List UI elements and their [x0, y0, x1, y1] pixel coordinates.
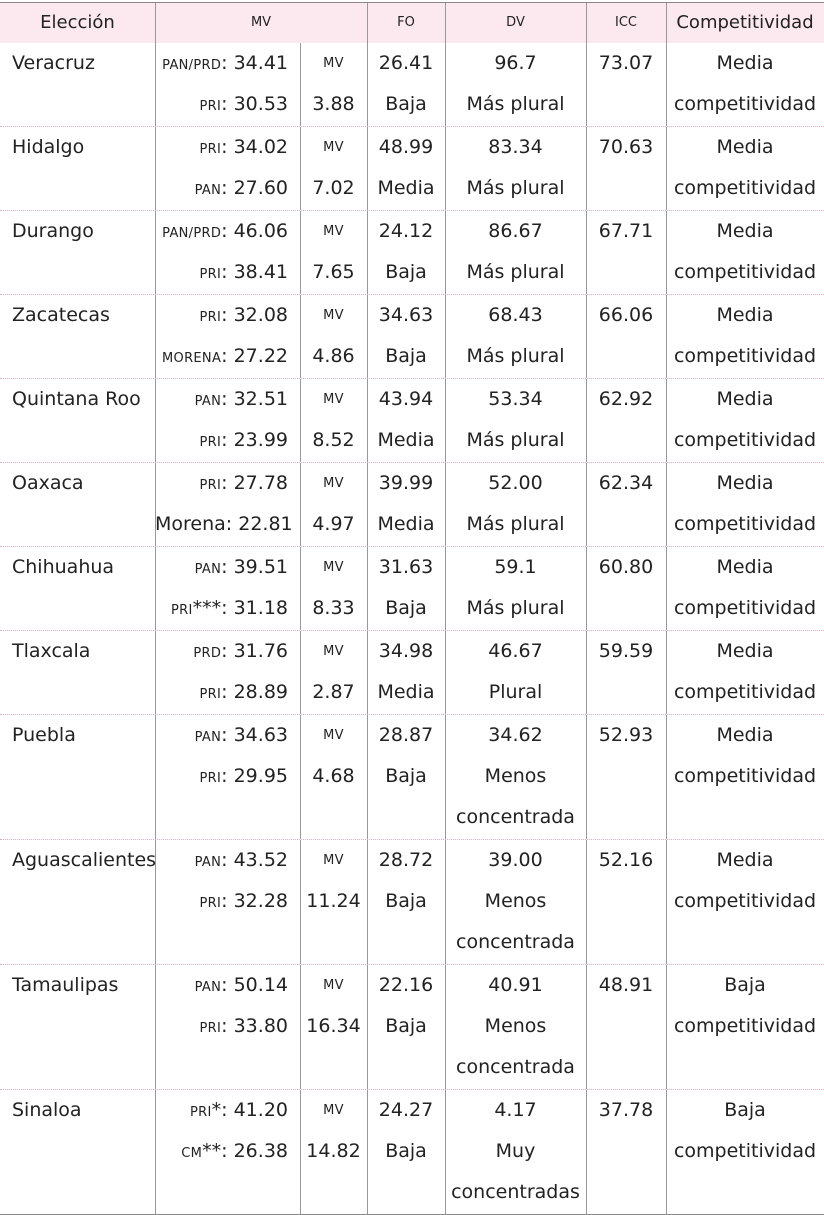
margin-cell [300, 840, 367, 964]
fo-label: Baja [385, 890, 427, 912]
competitividad-level: Media [716, 849, 774, 871]
fo-value: 24.12 [378, 220, 434, 242]
party-name: PRI [199, 1021, 222, 1036]
competitividad-label: competitividad [673, 765, 817, 787]
fo-label: Media [377, 681, 435, 703]
margin-cell [300, 631, 367, 714]
state-cell [0, 295, 155, 378]
vote-share: : 32.28 [221, 890, 288, 912]
party-name: PAN [194, 562, 222, 577]
margin-value: 8.52 [312, 429, 355, 451]
vote-share: **: 26.38 [202, 1140, 288, 1162]
dv-value: 96.7 [494, 52, 537, 74]
vote-cell [155, 1090, 300, 1214]
mv-label: MV [323, 476, 344, 491]
state-name: Chihuahua [12, 556, 115, 578]
fo-value: 28.72 [378, 849, 434, 871]
first-party-vote [155, 965, 300, 1006]
dv-cell [445, 211, 586, 294]
competitividad-cell [666, 631, 824, 714]
margin-cell [300, 295, 367, 378]
dv-value: 40.91 [488, 974, 543, 996]
party-name: PAN [194, 394, 222, 409]
competitividad-label: competitividad [673, 177, 817, 199]
dv-label: Menos [484, 765, 547, 787]
margin-value: 11.24 [306, 890, 361, 912]
vote-cell [155, 715, 300, 839]
vote-cell [155, 965, 300, 1089]
first-party-vote [155, 43, 300, 84]
party-name: PRI [199, 687, 222, 702]
fo-cell [367, 379, 445, 462]
dv-value: 53.34 [488, 388, 543, 410]
first-party-vote [155, 1090, 300, 1131]
competitividad-cell [666, 463, 824, 546]
dv-label: Más plural [466, 345, 565, 367]
table-row [0, 965, 824, 1090]
icc-value: 59.59 [598, 640, 654, 662]
margin-cell [300, 211, 367, 294]
dv-value: 34.62 [488, 724, 543, 746]
fo-label: Baja [385, 1015, 427, 1037]
table-header [0, 2, 824, 43]
fo-cell [367, 127, 445, 210]
table-row [0, 715, 824, 840]
vote-share: : 34.63 [221, 724, 288, 746]
state-cell [0, 43, 155, 126]
header-eleccion: Elección [40, 12, 115, 33]
state-name: Hidalgo [12, 136, 85, 158]
competitividad-cell [666, 715, 824, 839]
vote-share: : 27.22 [221, 345, 288, 367]
dv-cell [445, 295, 586, 378]
first-party-vote [155, 547, 300, 588]
competitividad-cell [666, 840, 824, 964]
competitividad-level: Baja [724, 1099, 766, 1121]
results-table [0, 2, 824, 1215]
vote-share: : 28.89 [221, 681, 288, 703]
mv-label: MV [323, 560, 344, 575]
vote-cell [155, 43, 300, 126]
state-cell [0, 547, 155, 630]
dv-label: Más plural [466, 429, 565, 451]
table-row [0, 211, 824, 295]
party-name: PRI [199, 142, 222, 157]
vote-cell [155, 840, 300, 964]
icc-cell [586, 547, 666, 630]
competitividad-cell [666, 1090, 824, 1214]
competitividad-cell [666, 43, 824, 126]
competitividad-cell [666, 965, 824, 1089]
second-party-vote [155, 588, 300, 629]
header-mv: MV [250, 15, 272, 30]
fo-label: Media [377, 429, 435, 451]
competitividad-label: competitividad [673, 890, 817, 912]
icc-value: 52.93 [598, 724, 654, 746]
vote-share: : 50.14 [221, 974, 288, 996]
table-row [0, 1090, 824, 1215]
first-party-vote [155, 840, 300, 881]
dv-cell [445, 965, 586, 1089]
competitividad-label: competitividad [673, 345, 817, 367]
state-cell [0, 631, 155, 714]
party-name: PRI [199, 99, 222, 114]
state-cell [0, 211, 155, 294]
vote-cell [155, 631, 300, 714]
competitividad-level: Baja [724, 974, 766, 996]
fo-label: Baja [385, 345, 427, 367]
table-row [0, 127, 824, 211]
mv-label: MV [323, 644, 344, 659]
party-name: MORENA [162, 351, 222, 366]
header-competitividad: Competitividad [676, 12, 814, 33]
state-name: Durango [12, 220, 94, 242]
party-name: PAN/PRD [162, 58, 222, 73]
dv-value: 83.34 [488, 136, 543, 158]
table-row [0, 295, 824, 379]
second-party-vote [155, 168, 300, 209]
dv-cell [445, 379, 586, 462]
competitividad-label: competitividad [673, 429, 817, 451]
vote-share: Morena: 22.81 [155, 513, 293, 535]
fo-cell [367, 1090, 445, 1214]
dv-value: 86.67 [488, 220, 543, 242]
state-name: Aguascalientes [12, 849, 157, 871]
header-icc: ICC [615, 15, 637, 30]
icc-value: 60.80 [598, 556, 654, 578]
vote-share: *: 41.20 [211, 1099, 288, 1121]
first-party-vote [155, 463, 300, 504]
state-name: Quintana Roo [12, 388, 141, 410]
icc-value: 62.92 [598, 388, 654, 410]
fo-cell [367, 43, 445, 126]
margin-value: 2.87 [312, 681, 355, 703]
fo-value: 26.41 [378, 52, 434, 74]
table-row [0, 43, 824, 127]
margin-value: 4.68 [312, 765, 355, 787]
vote-share: : 34.02 [221, 136, 288, 158]
dv-label: concentrada [456, 1056, 575, 1078]
vote-share: : 32.08 [221, 304, 288, 326]
second-party-vote [155, 672, 300, 713]
icc-value: 37.78 [598, 1099, 654, 1121]
vote-cell [155, 547, 300, 630]
icc-cell [586, 965, 666, 1089]
vote-share: : 32.51 [221, 388, 288, 410]
competitividad-level: Media [716, 388, 774, 410]
fo-value: 34.63 [378, 304, 434, 326]
icc-value: 52.16 [598, 849, 654, 871]
fo-label: Baja [385, 597, 427, 619]
table-row [0, 547, 824, 631]
state-cell [0, 965, 155, 1089]
vote-share: : 27.78 [221, 472, 288, 494]
header-fo: FO [397, 15, 415, 30]
competitividad-label: competitividad [673, 1015, 817, 1037]
competitividad-label: competitividad [673, 513, 817, 535]
margin-cell [300, 715, 367, 839]
competitividad-label: competitividad [673, 93, 817, 115]
dv-label: Menos [484, 1015, 547, 1037]
fo-cell [367, 211, 445, 294]
first-party-vote [155, 715, 300, 756]
state-name: Oaxaca [12, 472, 84, 494]
fo-label: Baja [385, 261, 427, 283]
dv-cell [445, 840, 586, 964]
icc-value: 67.71 [598, 220, 654, 242]
fo-label: Baja [385, 1140, 427, 1162]
first-party-vote [155, 127, 300, 168]
vote-share: : 29.95 [221, 765, 288, 787]
margin-value: 3.88 [312, 93, 355, 115]
competitividad-level: Media [716, 472, 774, 494]
icc-value: 73.07 [598, 52, 654, 74]
vote-cell [155, 379, 300, 462]
fo-value: 39.99 [378, 472, 434, 494]
fo-cell [367, 965, 445, 1089]
vote-share: : 30.53 [221, 93, 288, 115]
margin-value: 4.97 [312, 513, 355, 535]
mv-label: MV [323, 224, 344, 239]
mv-label: MV [323, 392, 344, 407]
vote-share: : 39.51 [221, 556, 288, 578]
dv-cell [445, 631, 586, 714]
margin-value: 16.34 [306, 1015, 361, 1037]
party-name: PRI [171, 603, 193, 618]
fo-label: Baja [385, 765, 427, 787]
fo-value: 48.99 [378, 136, 434, 158]
icc-value: 66.06 [598, 304, 654, 326]
margin-value: 7.02 [312, 177, 355, 199]
vote-cell [155, 211, 300, 294]
vote-share: : 23.99 [221, 429, 288, 451]
dv-label: Menos [484, 890, 547, 912]
mv-label: MV [323, 308, 344, 323]
margin-cell [300, 379, 367, 462]
second-party-vote [155, 1006, 300, 1047]
mv-label: MV [323, 56, 344, 71]
competitividad-cell [666, 379, 824, 462]
party-name: PRI [199, 478, 222, 493]
first-party-vote [155, 211, 300, 252]
party-name: PRI [190, 1105, 212, 1120]
fo-cell [367, 631, 445, 714]
dv-value: 59.1 [494, 556, 537, 578]
competitividad-cell [666, 211, 824, 294]
vote-share: ***: 31.18 [192, 597, 288, 619]
dv-label: Más plural [466, 93, 565, 115]
party-name: PRI [199, 771, 222, 786]
second-party-vote [155, 84, 300, 125]
mv-label: MV [323, 140, 344, 155]
dv-cell [445, 715, 586, 839]
competitividad-label: competitividad [673, 681, 817, 703]
vote-share: : 38.41 [221, 261, 288, 283]
state-name: Sinaloa [12, 1099, 82, 1121]
dv-label: Plural [488, 681, 543, 703]
competitividad-level: Media [716, 724, 774, 746]
competitividad-label: competitividad [673, 261, 817, 283]
second-party-vote [155, 504, 300, 545]
margin-cell [300, 43, 367, 126]
state-cell [0, 463, 155, 546]
state-name: Tamaulipas [12, 974, 119, 996]
fo-label: Media [377, 177, 435, 199]
party-name: PAN [194, 980, 222, 995]
state-name: Veracruz [12, 52, 95, 74]
fo-value: 28.87 [378, 724, 434, 746]
competitividad-label: competitividad [673, 1140, 817, 1162]
dv-value: 68.43 [488, 304, 543, 326]
state-cell [0, 127, 155, 210]
second-party-vote [155, 756, 300, 797]
mv-label: MV [323, 1103, 344, 1118]
icc-cell [586, 295, 666, 378]
vote-share: : 31.76 [221, 640, 288, 662]
margin-value: 4.86 [312, 345, 355, 367]
vote-cell [155, 127, 300, 210]
margin-cell [300, 127, 367, 210]
party-name: PAN [194, 855, 222, 870]
vote-cell [155, 295, 300, 378]
fo-cell [367, 715, 445, 839]
first-party-vote [155, 631, 300, 672]
vote-share: : 33.80 [221, 1015, 288, 1037]
icc-cell [586, 127, 666, 210]
competitividad-cell [666, 295, 824, 378]
first-party-vote [155, 379, 300, 420]
fo-cell [367, 295, 445, 378]
party-name: PAN [194, 730, 222, 745]
margin-value: 7.65 [312, 261, 355, 283]
dv-value: 46.67 [488, 640, 543, 662]
second-party-vote [155, 1131, 300, 1172]
mv-label: MV [323, 728, 344, 743]
dv-label: Muy [495, 1140, 536, 1162]
fo-cell [367, 840, 445, 964]
party-name: PAN/PRD [162, 226, 222, 241]
fo-value: 22.16 [378, 974, 434, 996]
dv-label: concentradas [451, 1181, 580, 1203]
vote-cell [155, 463, 300, 546]
state-name: Puebla [12, 724, 76, 746]
vote-share: : 46.06 [221, 220, 288, 242]
state-cell [0, 715, 155, 839]
competitividad-level: Media [716, 52, 774, 74]
icc-value: 48.91 [598, 974, 654, 996]
second-party-vote [155, 336, 300, 377]
dv-label: Más plural [466, 513, 565, 535]
icc-cell [586, 715, 666, 839]
second-party-vote [155, 881, 300, 922]
dv-cell [445, 547, 586, 630]
header-dv: DV [506, 15, 525, 30]
state-cell [0, 840, 155, 964]
state-name: Zacatecas [12, 304, 110, 326]
margin-cell [300, 1090, 367, 1214]
margin-value: 14.82 [306, 1140, 361, 1162]
party-name: PRI [199, 310, 222, 325]
party-name: PRD [193, 646, 222, 661]
party-name: CM [181, 1146, 203, 1161]
second-party-vote [155, 420, 300, 461]
competitividad-level: Media [716, 220, 774, 242]
competitividad-cell [666, 547, 824, 630]
party-name: PRI [199, 896, 222, 911]
dv-cell [445, 463, 586, 546]
margin-value: 8.33 [312, 597, 355, 619]
margin-cell [300, 547, 367, 630]
dv-label: Más plural [466, 261, 565, 283]
icc-cell [586, 631, 666, 714]
fo-label: Baja [385, 93, 427, 115]
table-row [0, 463, 824, 547]
dv-cell [445, 1090, 586, 1214]
icc-value: 62.34 [598, 472, 654, 494]
party-name: PRI [199, 267, 222, 282]
dv-label: Más plural [466, 177, 565, 199]
icc-cell [586, 1090, 666, 1214]
icc-value: 70.63 [598, 136, 654, 158]
vote-share: : 27.60 [221, 177, 288, 199]
margin-cell [300, 463, 367, 546]
icc-cell [586, 211, 666, 294]
party-name: PRI [199, 435, 222, 450]
fo-cell [367, 547, 445, 630]
dv-label: concentrada [456, 931, 575, 953]
vote-share: : 34.41 [221, 52, 288, 74]
first-party-vote [155, 295, 300, 336]
table-row [0, 840, 824, 965]
party-name: PAN [194, 183, 222, 198]
state-name: Tlaxcala [12, 640, 91, 662]
dv-value: 4.17 [494, 1099, 537, 1121]
fo-value: 31.63 [378, 556, 434, 578]
dv-label: Más plural [466, 597, 565, 619]
fo-value: 24.27 [378, 1099, 434, 1121]
second-party-vote [155, 252, 300, 293]
competitividad-level: Media [716, 640, 774, 662]
mv-label: MV [323, 978, 344, 993]
icc-cell [586, 463, 666, 546]
competitividad-label: competitividad [673, 597, 817, 619]
competitividad-cell [666, 127, 824, 210]
icc-cell [586, 379, 666, 462]
dv-cell [445, 127, 586, 210]
dv-cell [445, 43, 586, 126]
table-row [0, 379, 824, 463]
fo-value: 34.98 [378, 640, 434, 662]
fo-label: Media [377, 513, 435, 535]
margin-cell [300, 965, 367, 1089]
fo-value: 43.94 [378, 388, 434, 410]
competitividad-level: Media [716, 304, 774, 326]
vote-share: : 43.52 [221, 849, 288, 871]
table-row [0, 631, 824, 715]
competitividad-level: Media [716, 136, 774, 158]
mv-label: MV [323, 853, 344, 868]
fo-cell [367, 463, 445, 546]
dv-value: 39.00 [488, 849, 543, 871]
icc-cell [586, 840, 666, 964]
dv-value: 52.00 [488, 472, 543, 494]
dv-label: concentrada [456, 806, 575, 828]
state-cell [0, 379, 155, 462]
icc-cell [586, 43, 666, 126]
state-cell [0, 1090, 155, 1214]
competitividad-level: Media [716, 556, 774, 578]
